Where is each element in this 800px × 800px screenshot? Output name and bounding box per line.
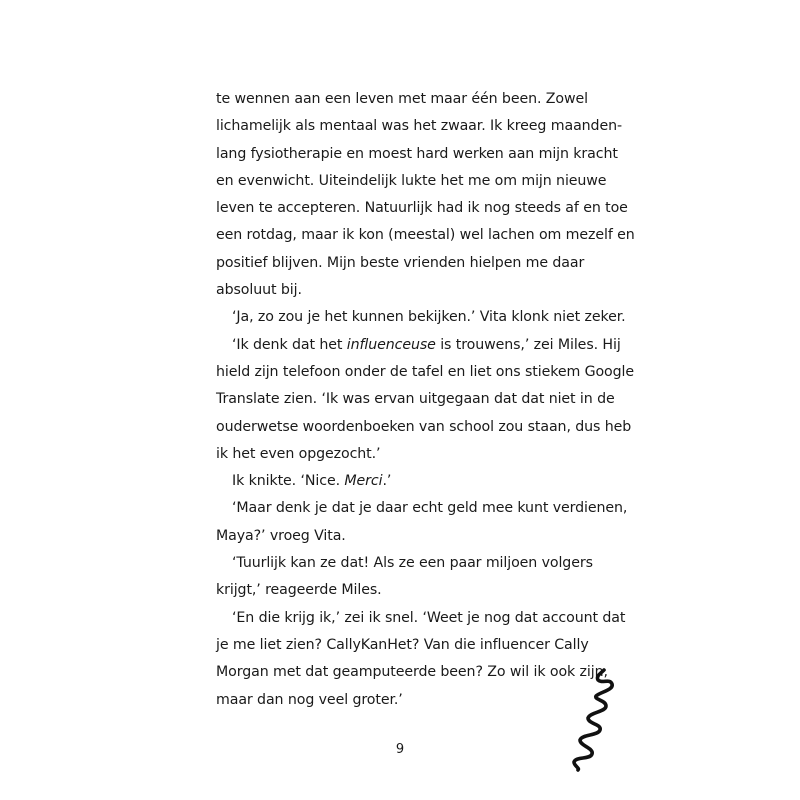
text-segment: Ik knikte. ‘Nice. (232, 473, 345, 490)
text-line: krijgt,’ reageerde Miles. (216, 582, 382, 599)
text-line: ‘Tuurlijk kan ze dat! Als ze een paar miljoen volgers (232, 555, 593, 572)
text-line: Translate zien. ‘Ik was ervan uitgegaan dat dat niet in de (216, 391, 615, 408)
text-segment: is trouwens,’ zei Miles. Hij (435, 336, 621, 353)
text-line: ‘Ja, zo zou je het kunnen bekijken.’ Vita klonk niet zeker. (232, 309, 626, 326)
text-line: een rotdag, maar ik kon (meestal) wel lachen om mezelf en (216, 227, 635, 244)
text-line: positief blijven. Mijn beste vrienden hielpen me daar (216, 254, 585, 271)
text-line: en evenwicht. Uiteindelijk lukte het me om mijn nieuwe (216, 172, 607, 189)
squiggle-icon (560, 664, 620, 774)
text-line: leven te accepteren. Natuurlijk had ik nog steeds af en toe (216, 200, 628, 217)
text-segment: ‘Ik denk dat het (232, 336, 347, 353)
text-line: Morgan met dat geamputeerde been? Zo wil ik ook zijn, (216, 664, 608, 681)
text-line: ‘En die krijg ik,’ zei ik snel. ‘Weet je nog dat account dat (232, 609, 626, 626)
page-number: 9 (395, 742, 405, 757)
text-line: hield zijn telefoon onder de tafel en liet ons stiekem Google (216, 363, 635, 380)
text-line: te wennen aan een leven met maar één been. Zowel (216, 91, 588, 107)
text-line: lichamelijk als mentaal was het zwaar. Ik kreeg maanden- (216, 118, 622, 135)
text-line: maar dan nog veel groter.’ (216, 691, 403, 708)
text-line: lang fysiotherapie en moest hard werken aan mijn kracht (216, 145, 618, 162)
text-line: je me liet zien? CallyKanHet? Van die influencer Cally (216, 636, 589, 653)
text-line: ouderwetse woordenboeken van school zou staan, dus heb (216, 418, 632, 435)
text-line (216, 468, 594, 495)
italic-word: influenceuse (346, 336, 436, 353)
text-line: Maya?’ vroeg Vita. (216, 527, 346, 544)
text-segment: .’ (382, 473, 392, 490)
italic-word: Merci (344, 473, 383, 490)
text-line (216, 332, 621, 359)
text-line: ik het even opgezocht.’ (216, 445, 381, 462)
page-body (216, 86, 635, 714)
text-line: ‘Maar denk je dat je daar echt geld mee kunt verdienen, (232, 500, 628, 517)
text-line: absoluut bij. (216, 282, 302, 299)
